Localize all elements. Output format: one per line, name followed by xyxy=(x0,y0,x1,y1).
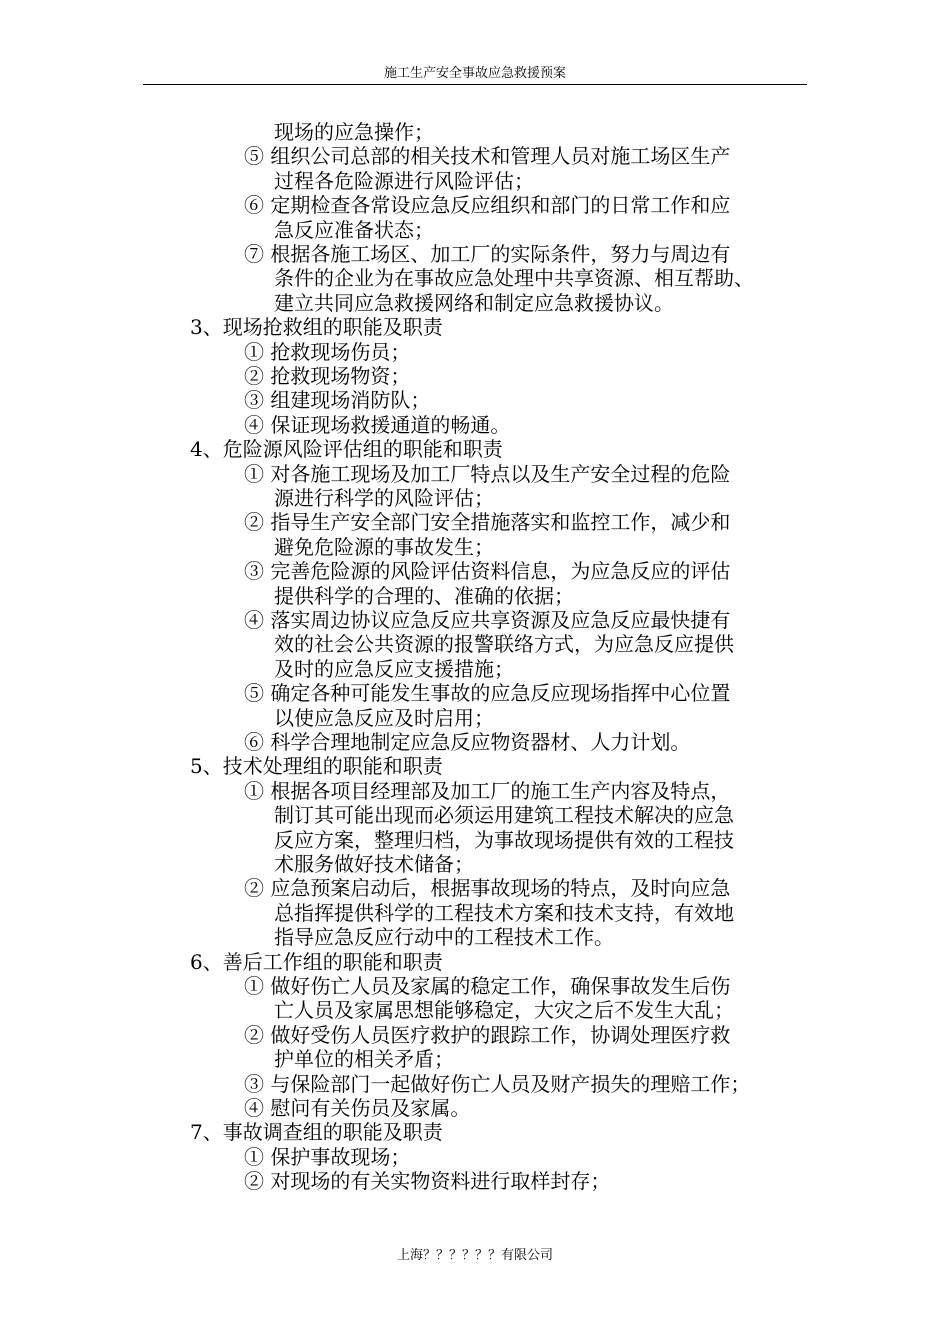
list-item: ② 应急预案启动后，根据事故现场的特点，及时向应急 xyxy=(244,876,731,900)
list-item: ③ 组建现场消防队； xyxy=(244,388,431,412)
page-footer-company: 上海？？？？？？有限公司 xyxy=(396,1248,553,1263)
list-item: ⑦ 根据各施工场区、加工厂的实际条件，努力与周边有 xyxy=(244,242,731,266)
section-heading: 3、现场抢救组的职能及职责 xyxy=(190,315,443,339)
list-item-continuation: 反应方案，整理归档，为事故现场提供有效的工程技 xyxy=(274,828,734,852)
list-item: ③ 与保险部门一起做好伤亡人员及财产损失的理赔工作； xyxy=(244,1072,751,1096)
list-item: ④ 落实周边协议应急反应共享资源及应急反应最快捷有 xyxy=(244,608,731,632)
list-item: ① 根据各项目经理部及加工厂的施工生产内容及特点， xyxy=(244,779,731,803)
list-item-continuation: 提供科学的合理的、准确的依据； xyxy=(274,584,574,608)
section-heading: 5、技术处理组的职能和职责 xyxy=(190,754,443,778)
list-item-continuation: 效的社会公共资源的报警联络方式，为应急反应提供 xyxy=(274,632,734,656)
list-item-continuation: 亡人员及家属思想能够稳定，大灾之后不发生大乱； xyxy=(274,998,734,1022)
list-item-continuation: 术服务做好技术储备； xyxy=(274,852,474,876)
list-item: ⑤ 组织公司总部的相关技术和管理人员对施工场区生产 xyxy=(244,144,731,168)
list-item-continuation: 条件的企业为在事故应急处理中共享资源、相互帮助、 xyxy=(274,266,754,290)
list-item: ③ 完善危险源的风险评估资料信息，为应急反应的评估 xyxy=(244,559,731,583)
list-item: ① 做好伤亡人员及家属的稳定工作，确保事故发生后伤 xyxy=(244,974,731,998)
list-item: ⑥ 定期检查各常设应急反应组织和部门的日常工作和应 xyxy=(244,193,731,217)
list-item-continuation: 制订其可能出现而必须运用建筑工程技术解决的应急 xyxy=(274,803,734,827)
list-item: ④ 慰问有关伤员及家属。 xyxy=(244,1096,471,1120)
section-heading: 7、事故调查组的职能及职责 xyxy=(190,1120,443,1144)
list-item-continuation: 急反应准备状态； xyxy=(274,218,434,242)
list-item: ① 保护事故现场； xyxy=(244,1145,411,1169)
list-item-continuation: 建立共同应急救援网络和制定应急救援协议。 xyxy=(274,291,674,315)
list-item: ② 抢救现场物资； xyxy=(244,364,411,388)
list-item-continuation: 及时的应急反应支援措施； xyxy=(274,657,514,681)
page-header-title: 施工生产安全事故应急救援预案 xyxy=(383,66,566,81)
list-item: ⑤ 确定各种可能发生事故的应急反应现场指挥中心位置 xyxy=(244,681,731,705)
list-item: ⑥ 科学合理地制定应急反应物资器材、人力计划。 xyxy=(244,730,691,754)
list-item: ② 做好受伤人员医疗救护的跟踪工作，协调处理医疗救 xyxy=(244,1023,731,1047)
list-item: ② 对现场的有关实物资料进行取样封存； xyxy=(244,1169,611,1193)
header-divider xyxy=(143,84,807,85)
list-item-continuation: 护单位的相关矛盾； xyxy=(274,1047,454,1071)
section-heading: 4、危险源风险评估组的职能和职责 xyxy=(190,437,503,461)
list-item: ② 指导生产安全部门安全措施落实和监控工作，减少和 xyxy=(244,510,731,534)
list-item-continuation: 总指挥提供科学的工程技术方案和技术支持，有效地 xyxy=(274,901,734,925)
list-item-continuation: 源进行科学的风险评估； xyxy=(274,486,494,510)
list-item-continuation: 指导应急反应行动中的工程技术工作。 xyxy=(274,925,614,949)
list-item: ① 抢救现场伤员； xyxy=(244,340,411,364)
list-item-continuation: 以使应急反应及时启用； xyxy=(274,706,494,730)
list-item: ① 对各施工现场及加工厂特点以及生产安全过程的危险 xyxy=(244,462,731,486)
list-item: ④ 保证现场救援通道的畅通。 xyxy=(244,413,511,437)
list-item-continuation: 现场的应急操作； xyxy=(274,120,434,144)
list-item-continuation: 过程各危险源进行风险评估； xyxy=(274,169,534,193)
section-heading: 6、善后工作组的职能和职责 xyxy=(190,950,443,974)
list-item-continuation: 避免危险源的事故发生； xyxy=(274,535,494,559)
